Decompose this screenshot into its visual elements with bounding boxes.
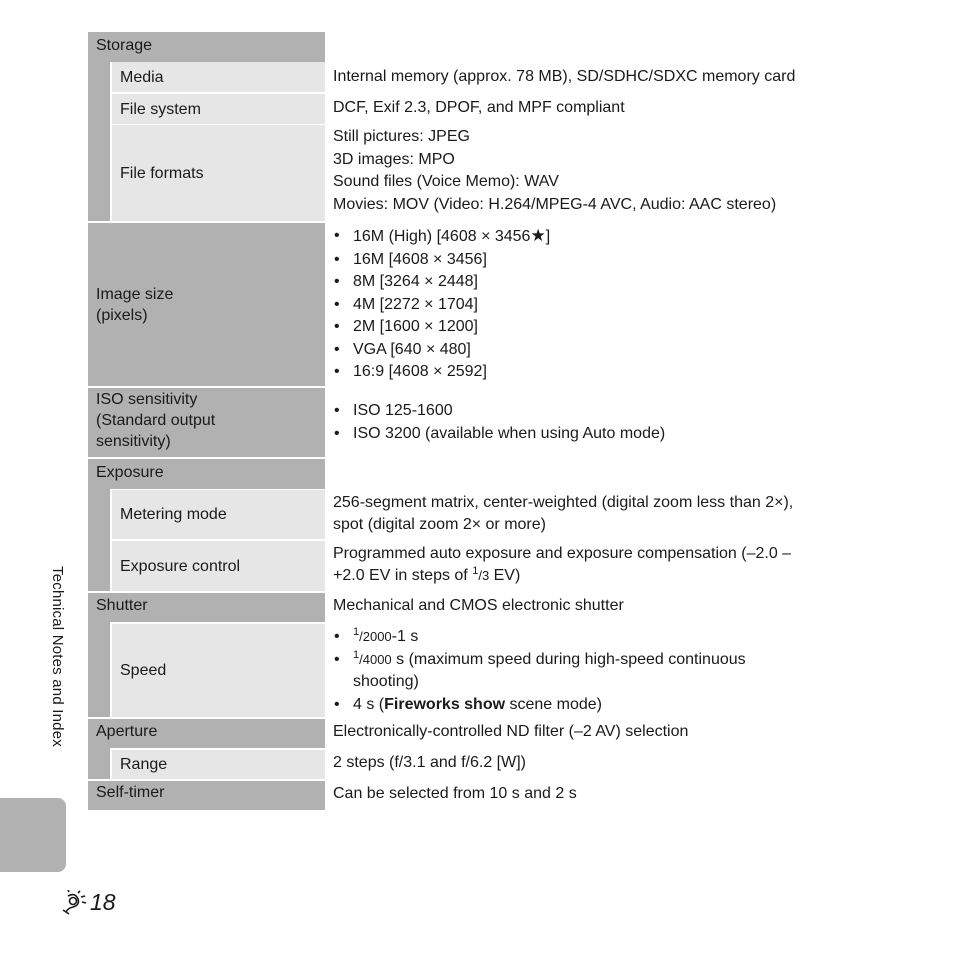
file-formats-label: File formats — [112, 125, 325, 221]
iso-label-line: sensitivity) — [96, 433, 171, 450]
aperture-label: Aperture — [88, 719, 325, 748]
media-label: Media — [112, 62, 325, 93]
shutter-value: Mechanical and CMOS electronic shutter — [333, 597, 624, 614]
list-item: • $^1$/2000-1 s — [333, 626, 856, 649]
list-item: • $^1$/4000 s (maximum speed during high-speed continuous shooting) — [333, 649, 856, 694]
image-size-row — [88, 223, 856, 386]
storage-label: Storage — [88, 32, 325, 62]
list-item: • 8M [3264 × 2448] — [333, 271, 856, 294]
speed-value — [333, 622, 856, 717]
image-size-label-line: (pixels) — [96, 306, 148, 324]
metering-value: 256-segment matrix, center-weighted (digital zoom less than 2×), spot (digital zoom 2× or more) — [333, 493, 794, 533]
iso-label-line: (Standard output — [96, 412, 216, 429]
iso-label — [88, 388, 325, 457]
range-label: Range — [112, 750, 325, 779]
list-item: • ISO 3200 (available when using Auto mode) — [333, 423, 856, 446]
metering-label: Metering mode — [112, 490, 325, 539]
iso-value — [333, 388, 856, 457]
file-format-line: Still pictures: JPEG — [333, 128, 470, 145]
file-system-label: File system — [112, 94, 325, 124]
shutter-row — [88, 593, 856, 622]
file-format-line: Movies: MOV (Video: H.264/MPEG-4 AVC, Audio: AAC stereo) — [333, 195, 777, 213]
exposure-control-label: Exposure control — [112, 541, 325, 591]
speed-row — [88, 622, 856, 717]
file-format-line: Sound files (Voice Memo): WAV — [333, 173, 559, 190]
iso-label-line: ISO sensitivity — [96, 391, 198, 408]
storage-strip — [88, 124, 110, 221]
page-number-text: 18 — [90, 889, 116, 915]
media-value: Internal memory (approx. 78 MB), SD/SDHC/SDXC memory card — [333, 68, 796, 85]
storage-strip — [88, 62, 110, 93]
range-row — [88, 748, 856, 779]
list-item: • ISO 125-1600 — [333, 400, 856, 423]
page-number — [60, 889, 116, 916]
exposure-strip — [88, 539, 110, 591]
list-item: • 16M (High) [4608 × 3456★] — [333, 225, 856, 249]
star-icon: ★ — [530, 226, 546, 245]
range-value: 2 steps (f/3.1 and f/6.2 [W]) — [333, 754, 526, 771]
list-item: • 4 s (Fireworks show scene mode) — [333, 694, 856, 717]
self-timer-row — [88, 781, 856, 810]
self-timer-value: Can be selected from 10 s and 2 s — [333, 785, 577, 802]
aperture-strip — [88, 748, 110, 779]
file-formats-value — [333, 124, 856, 221]
section-side-label: Technical Notes and Index — [49, 566, 66, 747]
shutter-strip — [88, 622, 110, 717]
aperture-row — [88, 719, 856, 748]
self-timer-label: Self-timer — [88, 781, 325, 810]
image-size-value — [333, 223, 856, 386]
aperture-value: Electronically-controlled ND filter (–2 AV) selection — [333, 723, 689, 740]
metering-row — [88, 489, 856, 539]
file-system-value: DCF, Exif 2.3, DPOF, and MPF compliant — [333, 99, 625, 116]
shutter-label: Shutter — [88, 593, 325, 622]
technical-notes-icon — [60, 890, 88, 916]
storage-fileformats-row — [88, 124, 856, 221]
section-tab — [0, 798, 66, 872]
storage-strip — [88, 93, 110, 124]
storage-filesystem-row — [88, 93, 856, 124]
storage-header-row — [88, 32, 856, 62]
list-item: • 4M [2272 × 1704] — [333, 294, 856, 317]
image-size-label — [88, 223, 325, 386]
exposure-label: Exposure — [88, 459, 325, 489]
exposure-header-row — [88, 459, 856, 489]
list-item: • 2M [1600 × 1200] — [333, 316, 856, 339]
exposure-control-value: Programmed auto exposure and exposure compensation (–2.0 – +2.0 EV in steps of $^1$/3 EV) — [333, 544, 792, 584]
list-item: • 16:9 [4608 × 2592] — [333, 361, 856, 384]
iso-row — [88, 388, 856, 457]
exposure-strip — [88, 489, 110, 539]
image-size-label-line: Image size — [96, 285, 174, 303]
list-item: • 16M [4608 × 3456] — [333, 249, 856, 272]
file-format-line: 3D images: MPO — [333, 150, 455, 168]
speed-label: Speed — [112, 624, 325, 717]
list-item: • VGA [640 × 480] — [333, 339, 856, 362]
exposure-control-row — [88, 539, 856, 591]
storage-media-row — [88, 62, 856, 93]
